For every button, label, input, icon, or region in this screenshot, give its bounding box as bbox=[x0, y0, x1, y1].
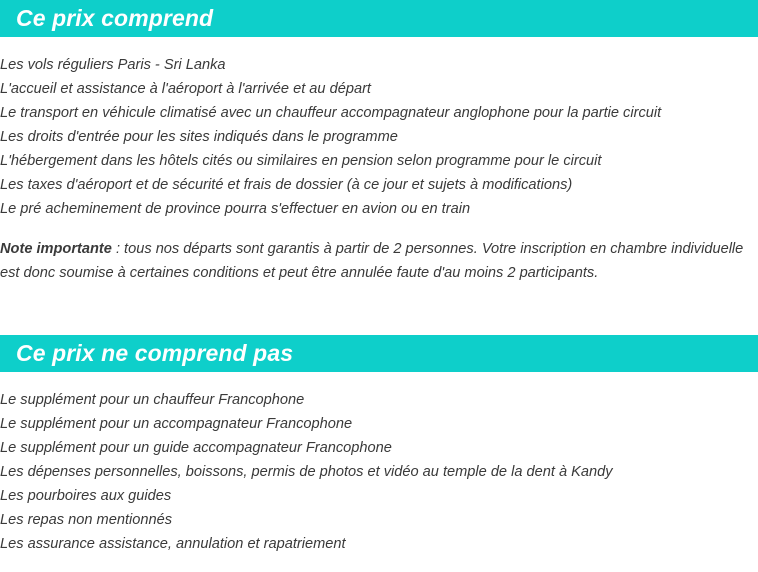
note-label: Note importante bbox=[0, 241, 112, 257]
excludes-list bbox=[0, 388, 613, 556]
list-item: L'hébergement dans les hôtels cités ou similaires en pension selon programme pour le circuit bbox=[0, 153, 602, 169]
list-item: Les pourboires aux guides bbox=[0, 488, 172, 504]
excludes-header bbox=[0, 335, 758, 372]
includes-list bbox=[0, 53, 661, 221]
list-item: Le supplément pour un guide accompagnateur Francophone bbox=[0, 440, 392, 456]
list-item: Les droits d'entrée pour les sites indiqués dans le programme bbox=[0, 129, 398, 145]
includes-header bbox=[0, 0, 758, 37]
includes-title: Ce prix comprend bbox=[16, 5, 214, 31]
list-item: Les vols réguliers Paris - Sri Lanka bbox=[0, 57, 226, 73]
list-item: Les dépenses personnelles, boissons, permis de photos et vidéo au temple de la dent à Kandy bbox=[0, 464, 613, 480]
list-item: Les assurance assistance, annulation et rapatriement bbox=[0, 536, 346, 552]
list-item: Les taxes d'aéroport et de sécurité et frais de dossier (à ce jour et sujets à modifications) bbox=[0, 177, 573, 193]
list-item: Le pré acheminement de province pourra s'effectuer en avion ou en train bbox=[0, 201, 471, 217]
important-note bbox=[0, 237, 756, 285]
list-item: L'accueil et assistance à l'aéroport à l'arrivée et au départ bbox=[0, 81, 371, 97]
list-item: Le supplément pour un chauffeur Francophone bbox=[0, 392, 305, 408]
list-item: Les repas non mentionnés bbox=[0, 512, 172, 528]
excludes-title: Ce prix ne comprend pas bbox=[16, 340, 294, 366]
note-text: : tous nos départs sont garantis à partir de 2 personnes. Votre inscription en chambre individuelle est donc soumise à certaines conditions et peut être annulée faute d'au moins 2 participants. bbox=[0, 241, 744, 281]
list-item: Le transport en véhicule climatisé avec un chauffeur accompagnateur anglophone pour la partie circuit bbox=[0, 105, 662, 121]
list-item: Le supplément pour un accompagnateur Francophone bbox=[0, 416, 353, 432]
